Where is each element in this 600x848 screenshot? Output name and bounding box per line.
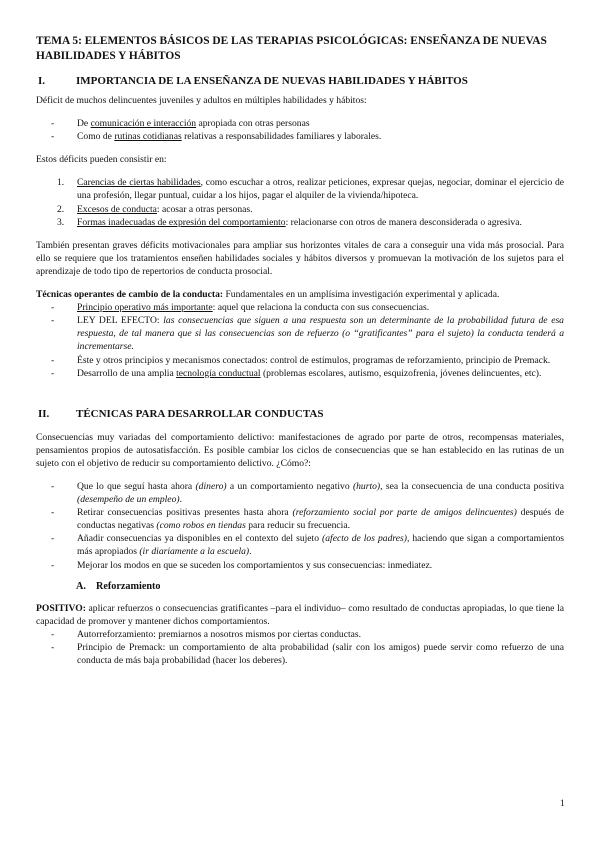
section-number: I. [38,75,46,87]
list-item: 1. Carencias de ciertas habilidades, como escuchar a otros, realizar peticiones, expresar quejas, negociar, dominar el ejercicio de una profesión, llegar puntual, cuidar a los hijos, pagar el alquiler de la vivienda/hipoteca. [57,177,564,202]
paragraph-deficits-intro: Déficit de muchos delincuentes juveniles y adultos en múltiples habilidades y hábitos: [36,95,367,106]
paragraph-positive: POSITIVO: aplicar refuerzos o consecuencias gratificantes –para el individuo– como resultado de conductas apropiadas, lo que tiene la capacidad de promover y mantener dichos comportamientos. [36,602,564,627]
list-item: - LEY DEL EFECTO: las consecuencias que siguen a una respuesta son un determinante de la probabilidad futura de esa respuesta, de tal manera que si las consecuencias son de refuerzo (o “gratificantes” para el sujeto) la conducta tenderá a incrementarse. [51,315,564,353]
subsection-a-heading [76,580,564,594]
section-number: II. [38,407,50,420]
list-item: - Retirar consecuencias positivas presentes hasta ahora (reforzamiento social por parte de amigos delincuentes) después de conductas negativas (como robos en tiendas para reducir su frecuencia. [51,507,564,532]
subsection-title: Reforzamiento [96,580,161,592]
subsection-letter: A. [76,580,86,592]
list-item: - Autorreforzamiento: premiarnos a nosotros mismos por ciertas conductas. [51,628,362,640]
section-1-heading [36,74,564,88]
list-item: - De comunicación e interacción apropiada con otras personas [51,118,310,130]
list-item: - Mejorar los modos en que se suceden los comportamientos y sus consecuencias: inmediatez. [51,559,433,571]
paragraph-motivational: También presentan graves déficits motivacionales para ampliar sus horizontes vitales de cara a conseguir una vida más prosocial. Para ello se requiere que los tratamientos enseñen habilidades sociales y hábitos diversos y promuevan la motivación de los sujetos para el aprendizaje de todo tipo de repertorios de conducta prosocial. [36,239,564,277]
consist-list [36,176,564,228]
section-2-heading [36,407,564,421]
section-title: IMPORTANCIA DE LA ENSEÑANZA DE NUEVAS HABILIDADES Y HÁBITOS [76,75,468,87]
reinforcement-list [36,628,564,667]
paragraph-operant: Técnicas operantes de cambio de la conducta: Fundamentales en un amplísima investigación experimental y aplicada. [36,289,500,301]
paragraph-consist-intro: Estos déficits pueden consistir en: [36,154,167,166]
paragraph-consequences: Consecuencias muy variadas del comportamiento delictivo: manifestaciones de agrado por parte de otros, recompensas materiales, pensamientos propios de autosatisfacción. Es posible cambiar los ciclos de consecuencias que se han establecido en las rutinas de un sujeto con el objetivo de reducir su comportamiento delictivo. ¿Cómo?: [36,431,564,469]
list-item: - Principio de Premack: un comportamiento de alta probabilidad (salir con los amigos) puede servir como refuerzo de una conducta de más baja probabilidad (hacer los deberes). [51,641,564,666]
deficits-list [36,117,564,143]
list-item: - Principio operativo más importante: aquel que relaciona la conducta con sus consecuencias. [51,302,430,314]
list-item: - Que lo que seguí hasta ahora (dinero) a un comportamiento negativo (hurto), sea la consecuencia de una conducta positiva (desempeño de un empleo). [51,480,564,506]
list-item: 2. Excesos de conducta: acosar a otras personas. [57,203,253,215]
list-item: - Desarrollo de una amplia tecnología conductual (problemas escolares, autismo, esquizofrenia, jóvenes delincuentes, etc). [51,367,542,379]
section-title: TÉCNICAS PARA DESARROLLAR CONDUCTAS [76,407,324,420]
list-item: - Añadir consecuencias ya disponibles en el contexto del sujeto (afecto de los padres), haciendo que sigan a comportamientos más apropiados (ir diariamente a la escuela). [51,533,564,558]
list-item: 3. Formas inadecuadas de expresión del comportamiento: relacionarse con otros de manera desconsiderada o agresiva. [57,216,522,228]
page-number: 1 [560,798,565,809]
list-item: - Como de rutinas cotidianas relativas a responsabilidades familiares y laborales. [51,131,382,143]
operant-list [36,301,564,380]
page-title: TEMA 5: ELEMENTOS BÁSICOS DE LAS TERAPIAS PSICOLÓGICAS: ENSEÑANZA DE NUEVAS HABILIDADES Y HÁBITOS [36,35,547,62]
how-list [36,480,564,572]
list-item: - Éste y otros principios y mecanismos conectados: control de estímulos, programas de reforzamiento, principio de Premack. [51,354,551,366]
